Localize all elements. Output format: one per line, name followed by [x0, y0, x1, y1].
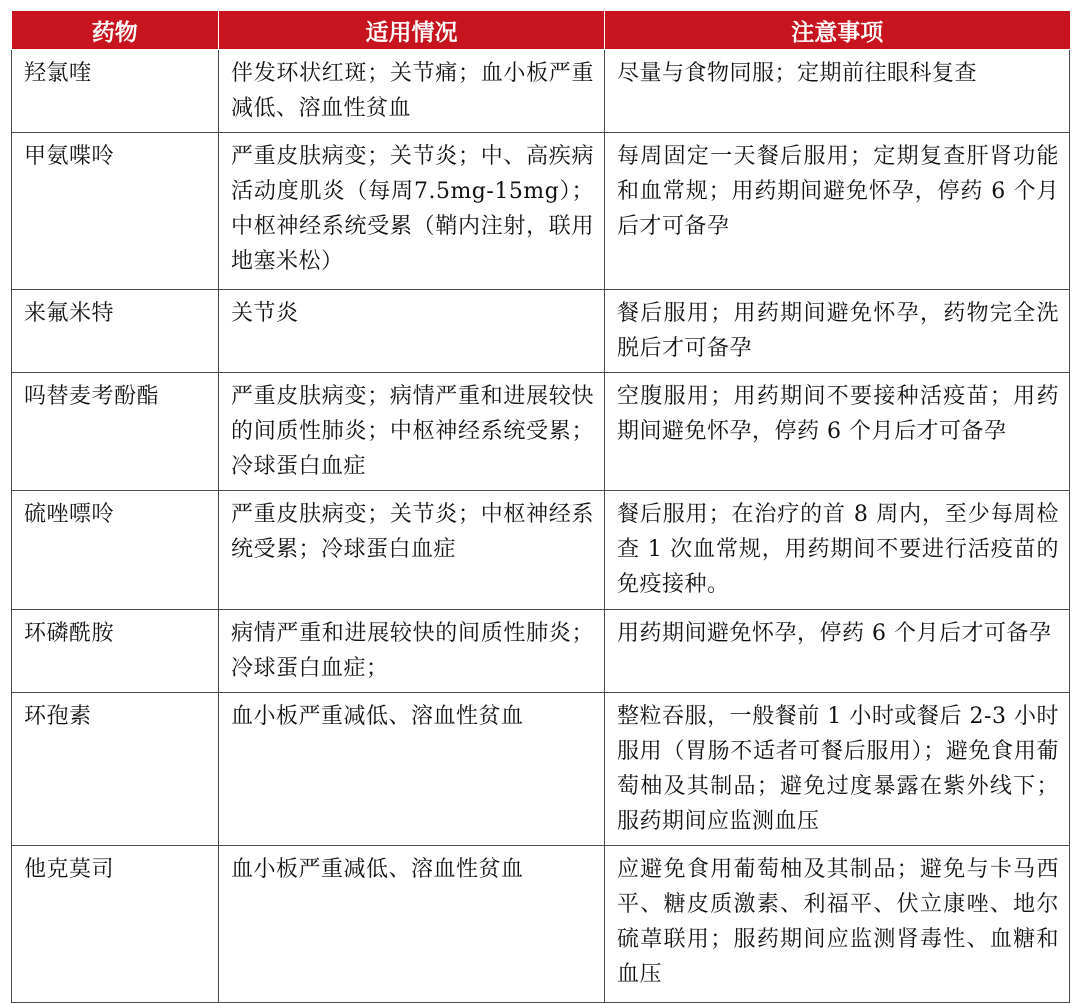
indication-cell: 血小板严重减低、溶血性贫血	[219, 693, 605, 846]
indication-cell: 严重皮肤病变；病情严重和进展较快的间质性肺炎；中枢神经系统受累；冷球蛋白血症	[219, 373, 605, 491]
table-row	[12, 693, 1070, 846]
table-row	[12, 610, 1070, 693]
notes-cell: 应避免食用葡萄柚及其制品；避免与卡马西平、糖皮质激素、利福平、伏立康唑、地尔硫䓬联用；服药期间应监测肾毒性、血糖和血压	[605, 846, 1070, 1003]
header-notes: 注意事项	[605, 11, 1070, 50]
drug-name: 环磷酰胺	[12, 610, 219, 693]
table-header	[12, 11, 1070, 50]
drug-name: 硫唑嘌呤	[12, 491, 219, 610]
indication-cell: 严重皮肤病变；关节炎；中枢神经系统受累；冷球蛋白血症	[219, 491, 605, 610]
notes-cell: 每周固定一天餐后服用；定期复查肝肾功能和血常规；用药期间避免怀孕，停药 6 个月后才可备孕	[605, 133, 1070, 290]
table-row	[12, 133, 1070, 290]
notes-cell: 餐后服用；在治疗的首 8 周内，至少每周检查 1 次血常规，用药期间不要进行活疫苗的免疫接种。	[605, 491, 1070, 610]
indication-cell: 病情严重和进展较快的间质性肺炎；冷球蛋白血症；	[219, 610, 605, 693]
notes-cell: 整粒吞服，一般餐前 1 小时或餐后 2-3 小时服用（胃肠不适者可餐后服用）；避免食用葡萄柚及其制品；避免过度暴露在紫外线下；服药期间应监测血压	[605, 693, 1070, 846]
table-row	[12, 50, 1070, 133]
table-row	[12, 290, 1070, 373]
notes-cell: 餐后服用；用药期间避免怀孕，药物完全洗脱后才可备孕	[605, 290, 1070, 373]
drug-name: 他克莫司	[12, 846, 219, 1003]
drug-name: 吗替麦考酚酯	[12, 373, 219, 491]
drug-name: 羟氯喹	[12, 50, 219, 133]
header-row	[12, 11, 1070, 50]
header-drug: 药物	[12, 11, 219, 50]
drug-table	[11, 11, 1070, 1003]
notes-cell: 用药期间避免怀孕，停药 6 个月后才可备孕	[605, 610, 1070, 693]
drug-name: 甲氨喋呤	[12, 133, 219, 290]
table-row	[12, 491, 1070, 610]
table-body	[12, 50, 1070, 1003]
header-indication: 适用情况	[219, 11, 605, 50]
indication-cell: 伴发环状红斑；关节痛；血小板严重减低、溶血性贫血	[219, 50, 605, 133]
drug-name: 环孢素	[12, 693, 219, 846]
table-row	[12, 373, 1070, 491]
drug-name: 来氟米特	[12, 290, 219, 373]
notes-cell: 空腹服用；用药期间不要接种活疫苗；用药期间避免怀孕，停药 6 个月后才可备孕	[605, 373, 1070, 491]
notes-cell: 尽量与食物同服；定期前往眼科复查	[605, 50, 1070, 133]
table-row	[12, 846, 1070, 1003]
drug-table-container	[11, 11, 1069, 1003]
indication-cell: 严重皮肤病变；关节炎；中、高疾病活动度肌炎（每周7.5mg-15mg）；中枢神经系统受累（鞘内注射，联用地塞米松）	[219, 133, 605, 290]
indication-cell: 血小板严重减低、溶血性贫血	[219, 846, 605, 1003]
indication-cell: 关节炎	[219, 290, 605, 373]
